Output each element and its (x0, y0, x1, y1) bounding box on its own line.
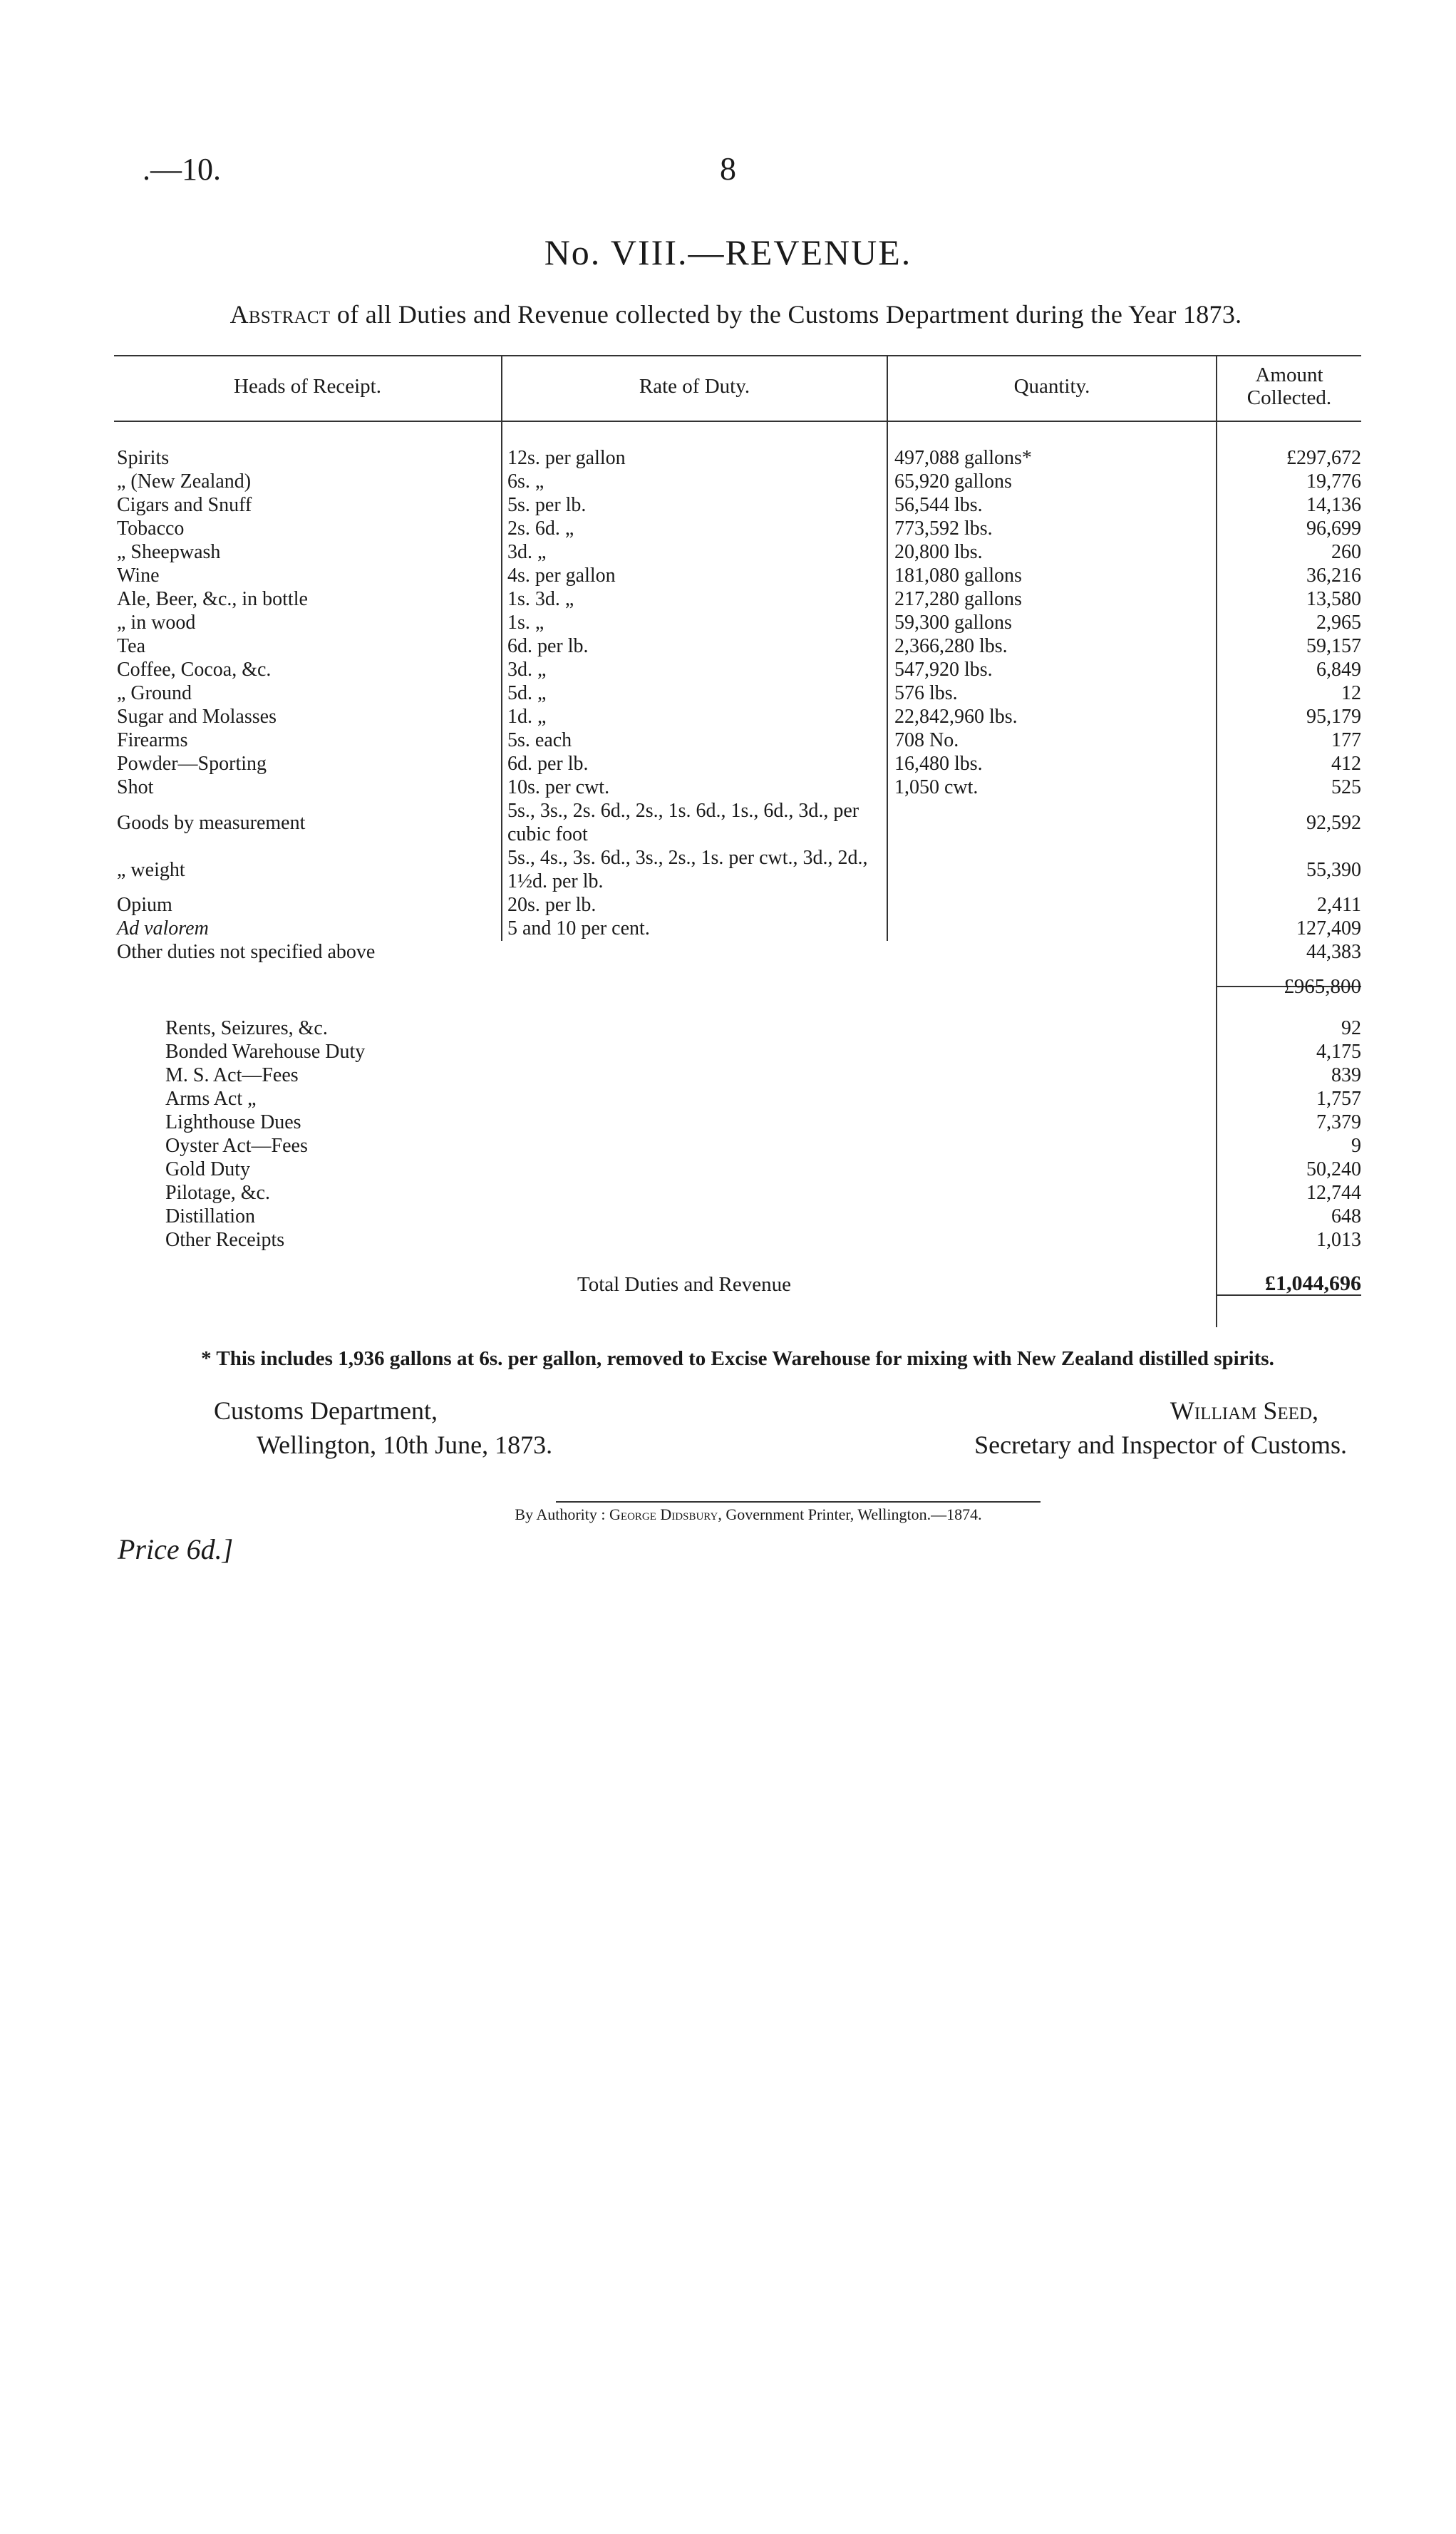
table-row (114, 1205, 1361, 1228)
header-amount-line1: Amount (1255, 364, 1323, 386)
receipt-head: Opium (117, 894, 172, 916)
quantity: 2,366,280 lbs. (894, 635, 1008, 657)
duty-rate: 2s. 6d. „ (507, 517, 574, 540)
amount-collected: 127,409 (1296, 917, 1361, 939)
quantity: 22,842,960 lbs. (894, 706, 1018, 728)
receipt-head: „ Sheepwash (117, 541, 221, 563)
duty-rate: 20s. per lb. (507, 894, 597, 916)
duty-rate: 5s. per lb. (507, 494, 587, 516)
duty-rate: 5s., 4s., 3s. 6d., 3s., 2s., 1s. per cwt., 3d., 2d., 1½d. per lb. (507, 847, 868, 892)
amount-collected: 260 (1331, 541, 1361, 563)
quantity: 773,592 lbs. (894, 517, 993, 540)
table-row (114, 587, 1361, 611)
receipt-head: Distillation (165, 1205, 255, 1227)
table-row (114, 611, 1361, 634)
duty-rate: 5d. „ (507, 682, 547, 704)
table-row (114, 1087, 1361, 1111)
amount-collected: 1,013 (1316, 1229, 1361, 1251)
table-row (114, 681, 1361, 705)
price: Price 6d.] (118, 1533, 234, 1565)
table-row (114, 893, 1361, 917)
quantity: 20,800 lbs. (894, 541, 983, 563)
amount-collected: 12 (1341, 682, 1361, 704)
table-row (114, 728, 1361, 752)
duty-rate: 6s. „ (507, 470, 544, 493)
quantity: 16,480 lbs. (894, 753, 983, 775)
amount-collected: 14,136 (1306, 494, 1361, 516)
other-receipts-table (114, 1016, 1361, 1252)
amount-collected: 525 (1331, 776, 1361, 798)
table-row (114, 564, 1361, 587)
receipt-head: Shot (117, 776, 154, 798)
amount-collected: 177 (1331, 729, 1361, 751)
signatory-name: William Seed, (1170, 1396, 1318, 1425)
duty-rate: 10s. per cwt. (507, 776, 610, 798)
table-row (114, 846, 1361, 893)
receipt-head: Arms Act „ (165, 1088, 257, 1110)
department-signoff (214, 1394, 552, 1462)
amount-collected: 96,699 (1306, 517, 1361, 540)
receipt-head: Coffee, Cocoa, &c. (117, 659, 272, 681)
amount-collected: 92 (1341, 1017, 1361, 1039)
amount-collected: 4,175 (1316, 1041, 1361, 1063)
amount-collected: 12,744 (1306, 1182, 1361, 1204)
revenue-table (114, 355, 1361, 1327)
table-row (114, 917, 1361, 940)
amount-collected: 59,157 (1306, 635, 1361, 657)
total-label: Total Duties and Revenue (577, 1273, 791, 1296)
amount-collected: 44,383 (1306, 941, 1361, 963)
printer-authority (143, 1505, 1354, 1524)
duty-rate: 5s. each (507, 729, 572, 751)
department-name: Customs Department, (214, 1396, 438, 1425)
receipt-head: Lighthouse Dues (165, 1111, 301, 1133)
table-row (114, 634, 1361, 658)
footnote: * This includes 1,936 gallons at 6s. per gallon, removed to Excise Warehouse for mixing with New Zealand distilled spirits. (201, 1347, 1274, 1370)
receipt-head: Bonded Warehouse Duty (165, 1041, 366, 1063)
authority-rule (556, 1501, 1041, 1503)
receipt-head: Goods by measurement (117, 811, 306, 834)
quantity (889, 799, 1222, 846)
receipt-head: Other duties not specified above (117, 941, 376, 963)
page-number: 8 (720, 150, 736, 187)
receipt-head: Gold Duty (165, 1158, 250, 1180)
amount-collected: 13,580 (1306, 588, 1361, 610)
header-rate-of-duty: Rate of Duty. (639, 375, 750, 398)
authority-lead: By Authority : (515, 1505, 606, 1523)
quantity: 576 lbs. (894, 682, 958, 704)
quantity: 708 No. (894, 729, 959, 751)
amount-collected: 6,849 (1316, 659, 1361, 681)
receipt-head: Spirits (117, 447, 170, 469)
duty-rate: 5 and 10 per cent. (507, 917, 650, 939)
amount-collected: 36,216 (1306, 565, 1361, 587)
table-row (114, 1016, 1361, 1040)
amount-collected: 2,965 (1316, 612, 1361, 634)
subtitle-rest: of all Duties and Revenue collected by the Customs Department during the Year 1873. (336, 300, 1242, 329)
receipt-head: Rents, Seizures, &c. (165, 1017, 328, 1039)
table-row (114, 470, 1361, 493)
page-title: No. VIII.—REVENUE. (544, 232, 912, 272)
table-row (114, 705, 1361, 728)
duty-rate: 3d. „ (507, 659, 547, 681)
authority-rest: , Government Printer, Wellington.—1874. (718, 1505, 982, 1523)
duty-rate (502, 940, 889, 964)
receipt-head: Oyster Act—Fees (165, 1135, 308, 1157)
amount-collected: 412 (1331, 753, 1361, 775)
receipt-head: Ale, Beer, &c., in bottle (117, 588, 308, 610)
quantity: 497,088 gallons* (894, 447, 1032, 469)
quantity: 59,300 gallons (894, 612, 1012, 634)
amount-collected: 2,411 (1317, 894, 1361, 916)
duty-rate: 1d. „ (507, 706, 547, 728)
duty-rate: 1s. „ (507, 612, 544, 634)
receipt-head: „ Ground (117, 682, 192, 704)
table-row (114, 1040, 1361, 1063)
subtotal-amount: £965,800 (1284, 975, 1361, 998)
total-amount: £1,044,696 (1265, 1272, 1361, 1295)
table-row (114, 940, 1361, 964)
amount-collected: £297,672 (1286, 447, 1361, 469)
amount-collected: 92,592 (1306, 811, 1361, 834)
quantity: 217,280 gallons (894, 588, 1022, 610)
subtitle-lead: Abstract (229, 300, 331, 329)
department-date: Wellington, 10th June, 1873. (257, 1431, 553, 1459)
table-row (114, 1158, 1361, 1181)
quantity: 56,544 lbs. (894, 494, 983, 516)
receipt-head: Ad valorem (117, 917, 209, 939)
quantity (889, 846, 1222, 893)
quantity: 547,920 lbs. (894, 659, 993, 681)
receipt-head: M. S. Act—Fees (165, 1064, 299, 1086)
signatory (805, 1394, 1347, 1462)
table-row (114, 1063, 1361, 1087)
printer-name: George Didsbury (609, 1505, 718, 1523)
duty-rate: 5s., 3s., 2s. 6d., 2s., 1s. 6d., 1s., 6d., 3d., per cubic foot (507, 800, 859, 845)
duty-rate: 12s. per gallon (507, 447, 626, 469)
header-amount-line2: Collected. (1246, 386, 1332, 409)
amount-collected: 19,776 (1306, 470, 1361, 493)
header-quantity: Quantity. (1013, 375, 1090, 398)
duty-rate: 6d. per lb. (507, 753, 589, 775)
receipt-head: Pilotage, &c. (165, 1182, 270, 1204)
table-row (114, 540, 1361, 564)
document-reference: .—10. (143, 152, 221, 187)
table-row (114, 776, 1361, 799)
table-row (114, 1181, 1361, 1205)
quantity: 181,080 gallons (894, 565, 1022, 587)
receipt-head: Tea (117, 635, 146, 657)
receipt-head: Other Receipts (165, 1229, 285, 1251)
receipt-head: Firearms (117, 729, 188, 751)
table-row (114, 799, 1361, 846)
amount-collected: 95,179 (1306, 706, 1361, 728)
signatory-role: Secretary and Inspector of Customs. (974, 1431, 1347, 1459)
table-row (114, 446, 1361, 470)
table-row (114, 1228, 1361, 1252)
amount-collected: 55,390 (1306, 858, 1361, 881)
header-amount-collected (1217, 364, 1361, 409)
receipt-head: „ (New Zealand) (117, 470, 252, 493)
receipt-head: Sugar and Molasses (117, 706, 277, 728)
amount-collected: 839 (1331, 1064, 1361, 1086)
receipt-head: Cigars and Snuff (117, 494, 252, 516)
duty-rate: 6d. per lb. (507, 635, 589, 657)
duty-rate: 4s. per gallon (507, 565, 616, 587)
quantity: 65,920 gallons (894, 470, 1012, 493)
quantity: 1,050 cwt. (894, 776, 979, 798)
amount-collected: 9 (1351, 1135, 1361, 1157)
table-header-rule (114, 421, 1361, 422)
table-row (114, 658, 1361, 681)
amount-collected: 1,757 (1316, 1088, 1361, 1110)
duty-rate: 3d. „ (507, 541, 547, 563)
duties-table (114, 446, 1361, 964)
header-heads-of-receipt: Heads of Receipt. (234, 375, 381, 398)
quantity (889, 940, 1222, 964)
amount-collected: 648 (1331, 1205, 1361, 1227)
table-row (114, 493, 1361, 517)
table-top-rule (114, 355, 1361, 356)
table-row (114, 752, 1361, 776)
table-row (114, 1111, 1361, 1134)
quantity (889, 893, 1222, 917)
page-subtitle (114, 299, 1358, 329)
duty-rate: 1s. 3d. „ (507, 588, 574, 610)
receipt-head: Tobacco (117, 517, 185, 540)
table-row (114, 517, 1361, 540)
quantity (889, 917, 1222, 940)
receipt-head: „ in wood (117, 612, 196, 634)
receipt-head: Wine (117, 565, 160, 587)
table-row (114, 1134, 1361, 1158)
amount-collected: 50,240 (1306, 1158, 1361, 1180)
receipt-head: „ weight (117, 858, 185, 881)
amount-collected: 7,379 (1316, 1111, 1361, 1133)
receipt-head: Powder—Sporting (117, 753, 267, 775)
